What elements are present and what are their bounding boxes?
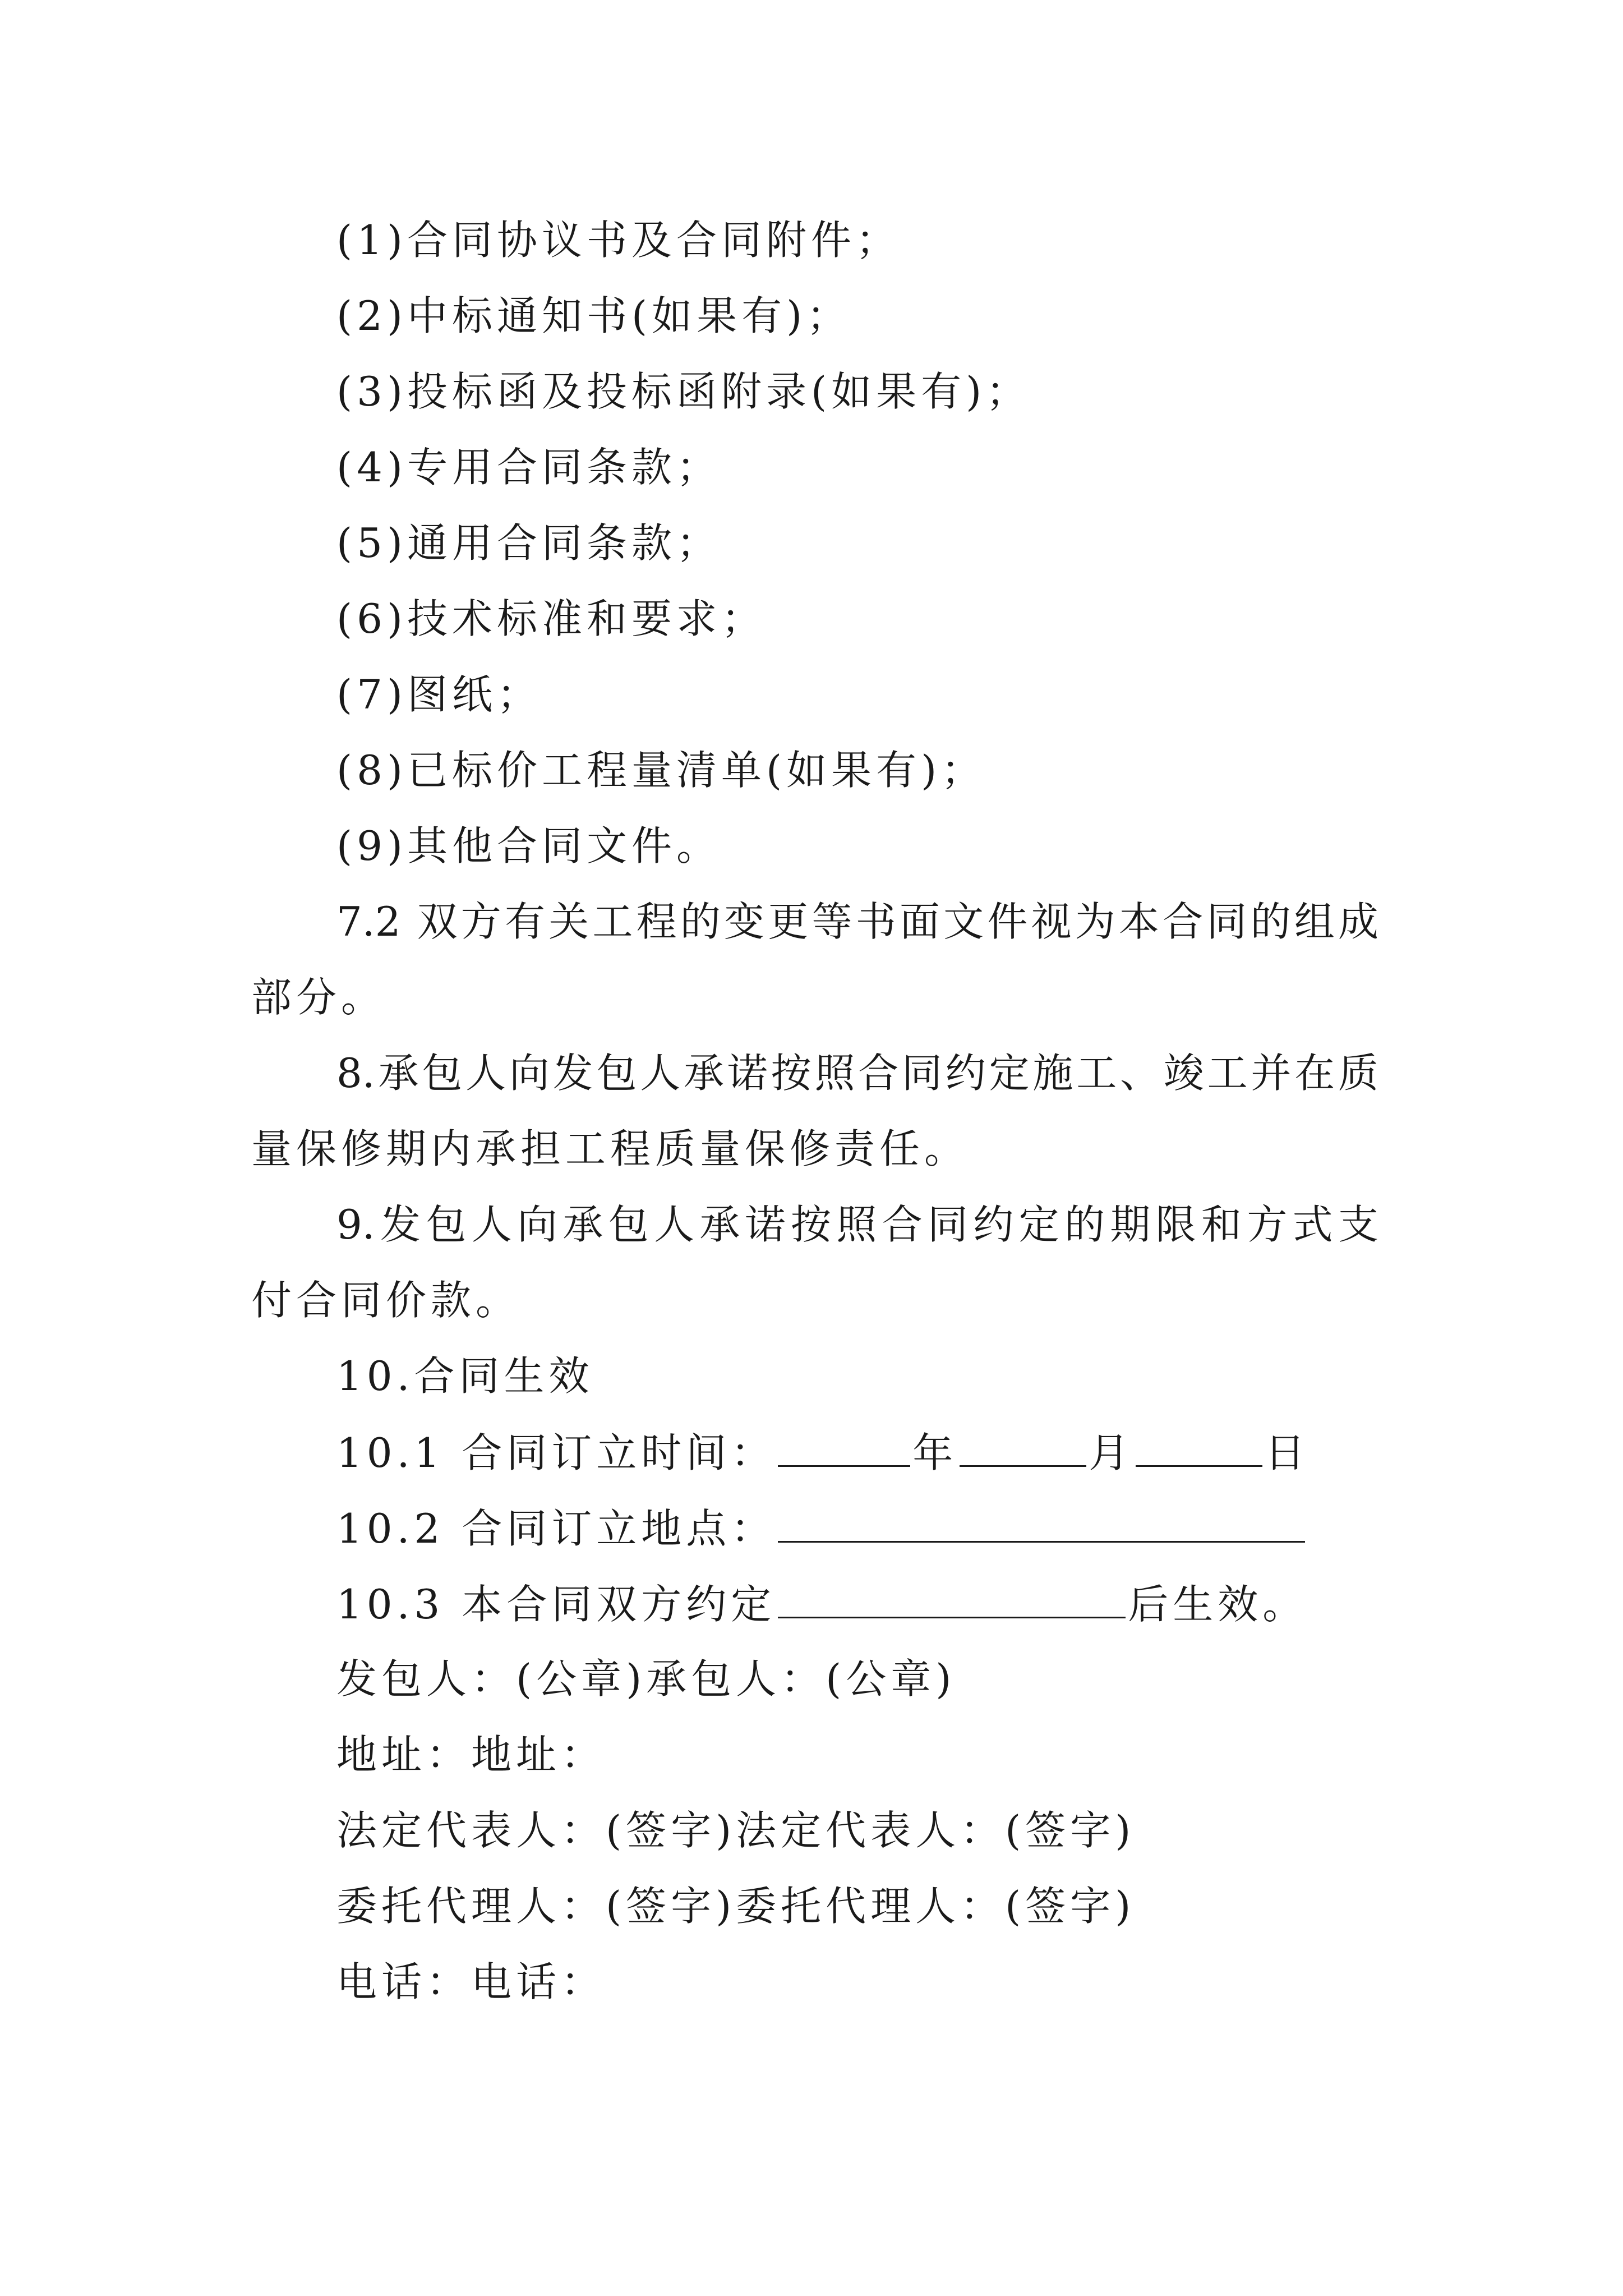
clause-10-3-suffix: 后生效。 <box>1128 1581 1308 1628</box>
clause-7-2-line2: 部分。 <box>251 974 386 1021</box>
day-blank[interactable] <box>1136 1424 1262 1467</box>
month-label: 月 <box>1089 1429 1134 1476</box>
clause-8-line2: 量保修期内承担工程质量保修责任。 <box>251 1125 970 1172</box>
list-item-1: (1)合同协议书及合同附件； <box>336 217 901 264</box>
clause-8-line1: 8.承包人向发包人承诺按照合同约定施工、竣工并在质 <box>336 1050 1378 1097</box>
clause-10-title: 10.合同生效 <box>336 1352 594 1400</box>
clause-10-1-label: 10.1 合同订立时间： <box>336 1429 776 1476</box>
list-item-3: (3)投标函及投标函附录(如果有)； <box>336 368 1031 415</box>
signature-agent: 委托代理人：(签字)委托代理人：(签字) <box>336 1883 1136 1930</box>
signature-parties: 发包人：(公章)承包人：(公章) <box>336 1655 956 1703</box>
year-label: 年 <box>912 1429 958 1476</box>
clause-10-2-row <box>0 1499 1623 1556</box>
condition-blank[interactable] <box>778 1575 1126 1618</box>
clause-10-3-row <box>0 1575 1623 1631</box>
clause-10-2-label: 10.2 合同订立地点： <box>336 1505 776 1552</box>
year-blank[interactable] <box>778 1424 910 1467</box>
list-item-5: (5)通用合同条款； <box>336 519 721 567</box>
signature-phone: 电话：电话： <box>336 1958 606 2005</box>
clause-9-line2: 付合同价款。 <box>251 1277 521 1324</box>
clause-10-3-label: 10.3 本合同双方约定 <box>336 1581 776 1628</box>
place-blank[interactable] <box>778 1499 1305 1543</box>
month-blank[interactable] <box>960 1424 1086 1467</box>
list-item-4: (4)专用合同条款； <box>336 444 721 491</box>
list-item-7: (7)图纸； <box>336 671 542 718</box>
list-item-9: (9)其他合同文件。 <box>336 822 721 869</box>
list-item-8: (8)已标价工程量清单(如果有)； <box>336 747 986 794</box>
list-item-2: (2)中标通知书(如果有)； <box>336 292 852 339</box>
signature-legal-rep: 法定代表人：(签字)法定代表人：(签字) <box>336 1807 1136 1854</box>
list-item-6: (6)技术标准和要求； <box>336 595 766 642</box>
clause-9-line1: 9.发包人向承包人承诺按照合同约定的期限和方式支 <box>336 1201 1378 1248</box>
clause-10-1-row <box>0 1424 1623 1480</box>
clause-7-2-line1: 7.2 双方有关工程的变更等书面文件视为本合同的组成 <box>336 898 1378 945</box>
day-label: 日 <box>1265 1429 1310 1476</box>
signature-address: 地址：地址： <box>336 1731 606 1778</box>
